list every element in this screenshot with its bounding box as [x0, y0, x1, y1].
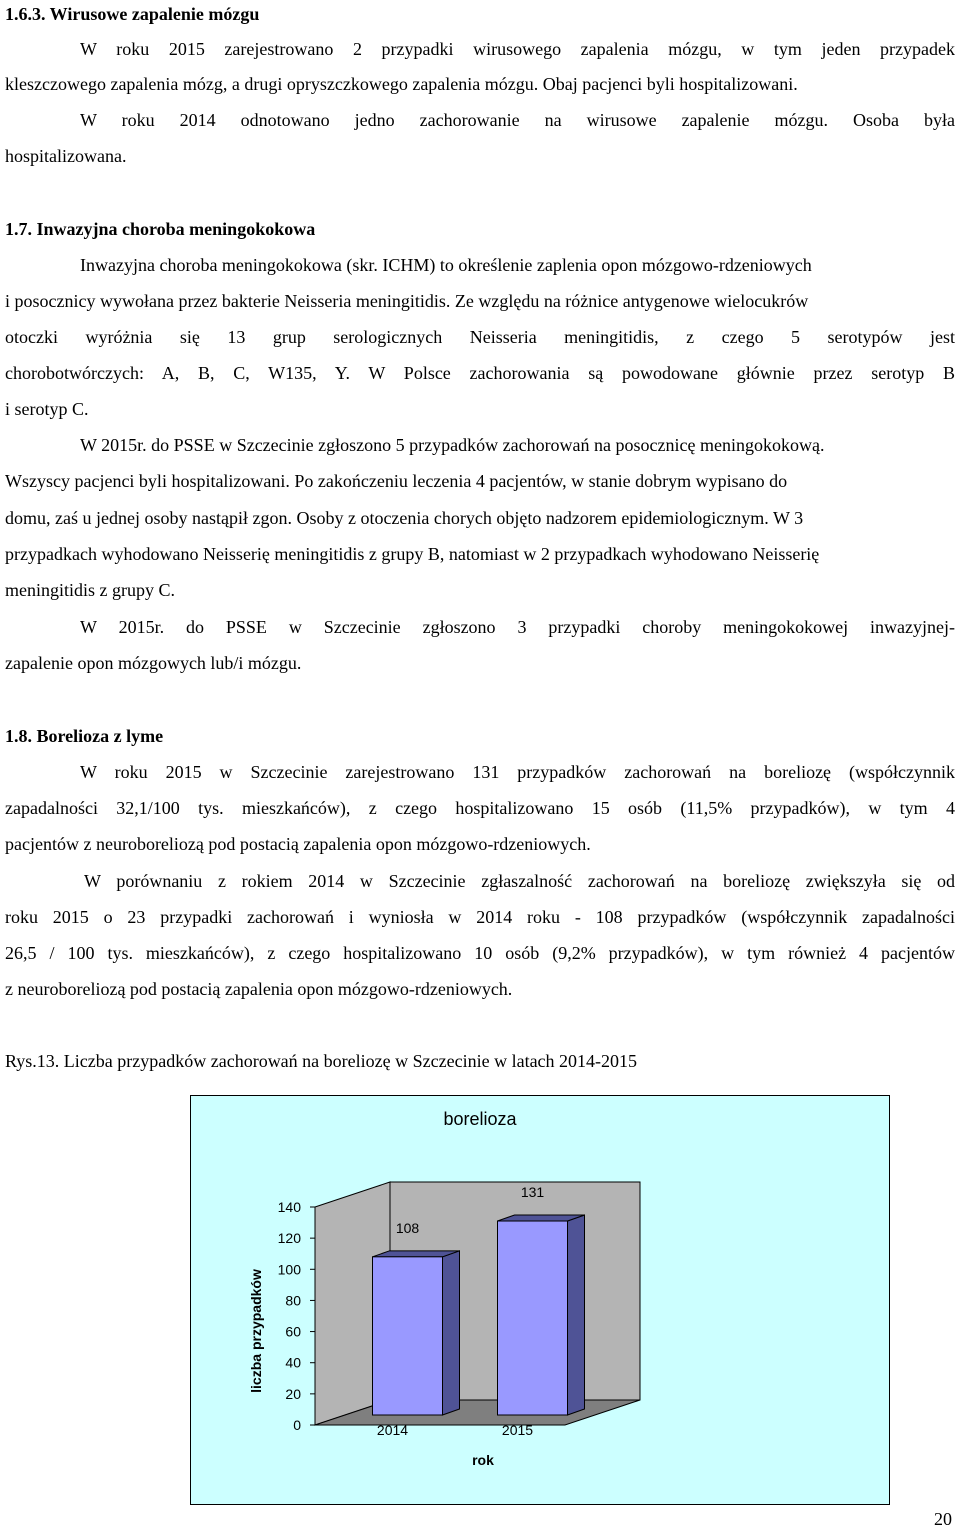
section-heading-1-8: 1.8. Borelioza z lyme [5, 726, 164, 746]
text-line: meningitidis z grupy C. [5, 580, 175, 600]
text-line: 26,5 / 100 tys. mieszkańców), z czego hospitalizowano 10 osób (9,2% przypadków), w tym również 4 pacjentów [5, 943, 955, 963]
bar-top [498, 1215, 585, 1221]
text-line: domu, zaś u jednej osoby nastąpił zgon. Osoby z otoczenia chorych objęto nadzorem epidemiologicznym. W 3 [5, 508, 804, 528]
text-line: z neuroboreliozą pod postacią zapalenia opon mózgowo-rdzeniowych. [5, 979, 513, 999]
y-axis-label: liczba przypadków [248, 1269, 264, 1393]
bar-2015 [498, 1221, 568, 1415]
data-label: 131 [520, 1184, 545, 1201]
chart-canvas [190, 1095, 890, 1505]
section-heading-1-6-3: 1.6.3. Wirusowe zapalenie mózgu [5, 4, 260, 24]
section-heading-1-7: 1.7. Inwazyjna choroba meningokokowa [5, 219, 316, 239]
y-tick-label: 140 [277, 1199, 301, 1215]
y-tick-label: 120 [277, 1230, 301, 1247]
bar-side [568, 1215, 585, 1415]
bar-top [373, 1251, 460, 1257]
text-line: chorobotwórczych: A, B, C, W135, Y. W Polsce zachorowania są powodowane głównie przez serotyp B [5, 363, 955, 383]
text-line: roku 2015 o 23 przypadki zachorowań i wyniosła w 2014 roku - 108 przypadków (współczynnik zapadalności [5, 907, 955, 927]
text-line: pacjentów z neuroboreliozą pod postacią zapalenia opon mózgowo-rdzeniowych. [5, 834, 591, 854]
text-line: zapalenie opon mózgowych lub/i mózgu. [5, 653, 302, 673]
x-axis-label: rok [472, 1452, 494, 1468]
chart-title: borelioza [443, 1109, 517, 1129]
borelioza-chart [190, 1095, 890, 1505]
y-tick-label: 60 [285, 1323, 301, 1340]
bar-2014 [373, 1257, 443, 1415]
y-tick-label: 0 [293, 1417, 301, 1433]
text-line: i posocznicy wywołana przez bakterie Neisseria meningitidis. Ze względu na różnice antygenowe wielocukrów [5, 291, 809, 311]
text-line: W roku 2014 odnotowano jedno zachorowanie na wirusowe zapalenie mózgu. Osoba była [80, 110, 955, 130]
text-line: przypadkach wyhodowano Neisserię meningitidis z grupy B, natomiast w 2 przypadkach wyhodowano Neisserię [5, 544, 820, 564]
y-tick-label: 20 [285, 1385, 301, 1402]
text-line: i serotyp C. [5, 399, 89, 419]
x-tick-label: 2014 [376, 1422, 409, 1438]
text-line: Inwazyjna choroba meningokokowa (skr. ICHM) to określenie zaplenia opon mózgowo-rdzeniowych [80, 255, 812, 275]
text-line: kleszczowego zapalenia mózg, a drugi opryszczkowego zapalenia mózgu. Obaj pacjenci byli hospitalizowani. [5, 74, 798, 94]
y-tick-label: 100 [277, 1261, 301, 1278]
bar-side [443, 1251, 460, 1415]
data-label: 108 [395, 1219, 420, 1236]
text-line: hospitalizowana. [5, 146, 127, 166]
text-line: W roku 2015 w Szczecinie zarejestrowano 131 przypadków zachorowań na boreliozę (współczynnik [80, 762, 955, 782]
text-line: zapadalności 32,1/100 tys. mieszkańców), z czego hospitalizowano 15 osób (11,5% przypadków), w tym 4 [5, 798, 955, 818]
y-tick-label: 40 [285, 1354, 301, 1371]
text-line: otoczki wyróżnia się 13 grup serologicznych Neisseria meningitidis, z czego 5 serotypów jest [5, 327, 955, 347]
text-line: W 2015r. do PSSE w Szczecinie zgłoszono 3 przypadki choroby meningokokowej inwazyjnej- [80, 617, 955, 637]
text-line: W 2015r. do PSSE w Szczecinie zgłoszono 5 przypadków zachorowań na posocznicę meningokokową. [80, 435, 825, 455]
text-line: W roku 2015 zarejestrowano 2 przypadki wirusowego zapalenia mózgu, w tym jeden przypadek [80, 39, 955, 59]
page-number: 20 [934, 1509, 952, 1529]
text-line: W porównaniu z rokiem 2014 w Szczecinie zgłaszalność zachorowań na boreliozę zwiększyła się od [84, 871, 955, 891]
y-tick-label: 80 [285, 1292, 301, 1309]
x-tick-label: 2015 [501, 1422, 534, 1438]
text-line: Wszyscy pacjenci byli hospitalizowani. Po zakończeniu leczenia 4 pacjentów, w stanie dobrym wypisano do [5, 471, 788, 491]
figure-caption: Rys.13. Liczba przypadków zachorowań na boreliozę w Szczecinie w latach 2014-2015 [5, 1051, 638, 1071]
